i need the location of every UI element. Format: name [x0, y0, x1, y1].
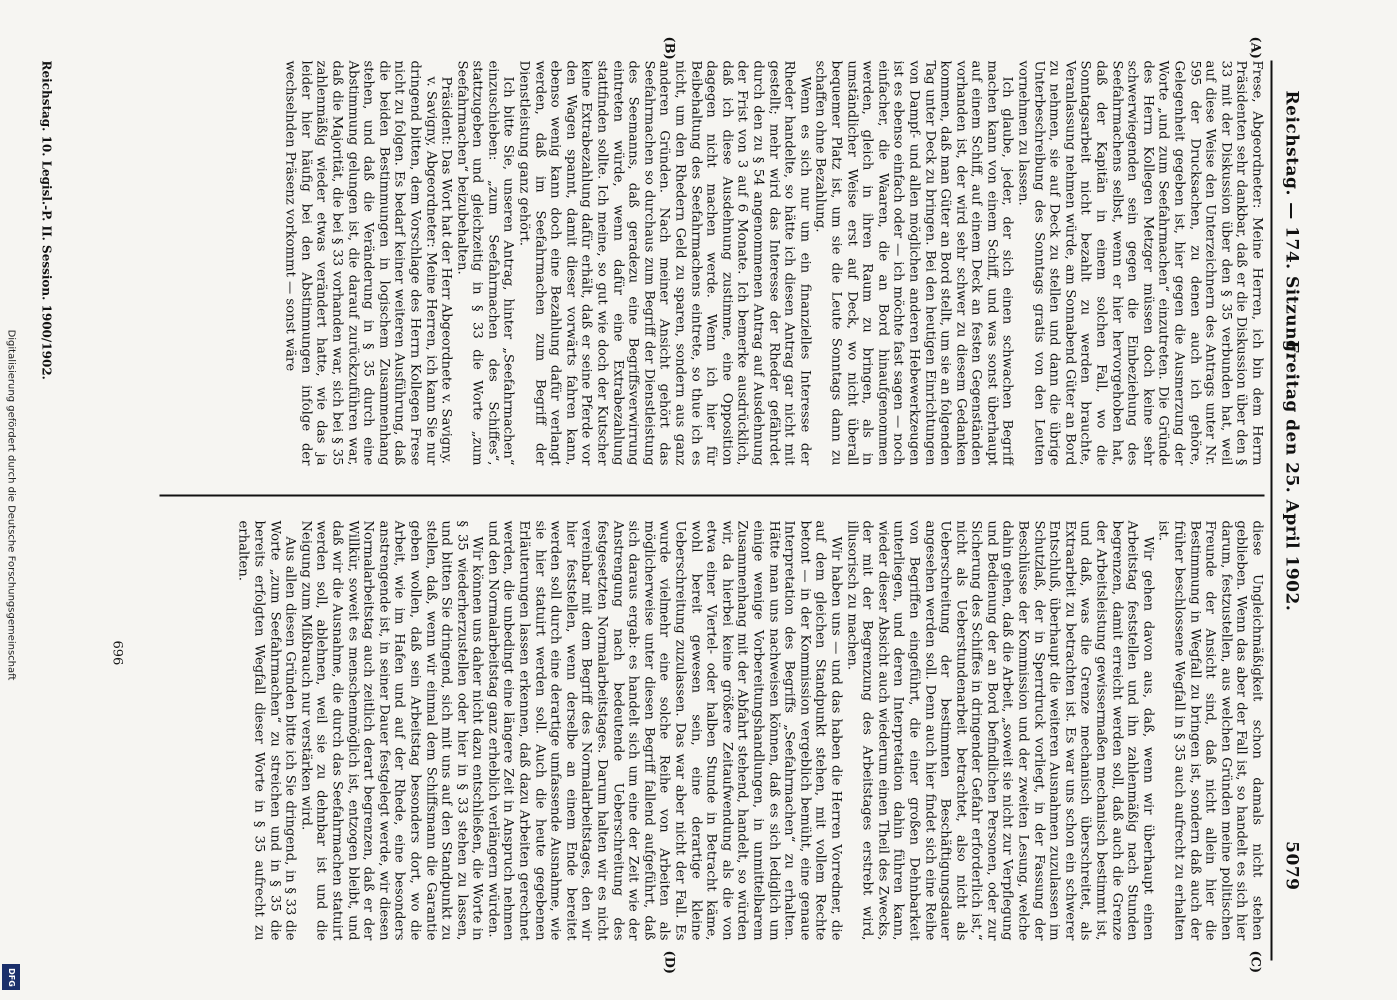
funding-text: Digitalisierung gefördert durch die Deutsche Forschungsgemeinschaft: [5, 329, 17, 681]
column-divider: [160, 495, 1265, 497]
margin-marker-d: (D): [661, 950, 677, 975]
rotated-page-content: [0, 1, 1397, 1001]
column-left: [60, 61, 1265, 466]
paragraph: Wir können uns daher nicht dazu entschließen, die Worte in § 35 wiederherzustellen oder hier in § 33 stehen zu lassen, und bitten Sie dringend, sich mit uns auf den Standpunkt zu stellen, daß, wenn wir einmal dem Schiffsmann die Garantie geben wollen, daß sein Arbeitstag besonders dort, wo die Arbeit, wie im Hafen und auf der Rhede, eine besonders anstrengende ist, in seiner Dauer festgelegt werde, wir diesen Normalarbeitstag auch zeitlich derart begrenzen, daß er der Willkür, soweit es menschenmöglich ist, entzogen bleibt, und daß wir die Ausnahme, die durch das Seefahrmachen statuirt werden soll, ablehnen, weil sie zu dehnbar ist und die Neigung zum Mißbrauch nur verstärken wird.: [298, 520, 485, 941]
margin-marker-a: (A): [1247, 36, 1263, 59]
paragraph: v. Savigny, Abgeordneter: Meine Herren, ich kann Sie nur dringend bitten, dem Vorschlage des Herrn Kollegen Frese nicht zu folgen. Es bedarf keiner weiteren Ausführung, daß die beiden Bestimmungen in logischem Zusammenhang stehen, und daß die Veränderung in § 35 durch eine Abstimmung gelungen ist, die darauf zurückzuführen war, daß die Majorität, die bei § 33 vorhanden war, sich bei § 35 zahlenmäßig wieder etwas verändert hatte, wie das ja leider hier häufig bei den Abstimmungen infolge der wechselnden Präsenz vorkommt — sonst wäre: [282, 60, 439, 466]
margin-marker-b: (B): [661, 36, 677, 60]
paragraph: Frese, Abgeordneter: Meine Herren, ich bin dem Herrn Präsidenten sehr dankbar, daß er die Diskussion über den § 33 mit der Diskussion über den § 35 verbunden hat, weil auf diese Weise den Unterzeichnern des Antrags unter Nr. 595 der Drucksachen, zu denen auch ich gehöre, Gelegenheit gegeben ist, hier gegen die Ausmerzung der Worte „und zum Seefahrmachen“ einzutreten. Die Gründe des Herrn Kollegen Metzger müssen doch keine sehr schwerwiegenden sein gegen die Einbeziehung des Seefahrmachens selbst, wenn er hier hervorgehoben hat, daß der Kapitän in einem solchen Fall, wo die Sonntagsarbeit nicht bezahlt zu werden brauchte, Veranlassung nehmen würde, am Sonnabend Güter an Bord zu nehmen, sie auf Deck zu stellen und dann die übrige Unterbeschreibung des Sonntags gratis von den Leuten vornehmen zu lassen.: [1015, 60, 1265, 466]
header-page-number: 5079: [1281, 841, 1302, 891]
dfg-logo-icon: [2, 964, 20, 990]
paragraph: Wenn es sich nur um ein finanzielles Interesse der Rheder handelte, so hätte ich diesen Antrag gar nicht mit gestellt; mehr wird das Interesse der Rheder gefährdet durch den zu § 54 angenommenen Antrag auf Ausdehnung der Frist von 3 auf 6 Monate. Ich bemerke ausdrücklich, daß ich diese Ausdehnung zustimme, eine Opposition dagegen nicht machen werde. Wenn ich hier für Beibehaltung des Seefahrmachens eintrete, so thue ich es nicht, um den Rhedern Geld zu sparen, sondern aus ganz anderen Gründen. Nach meiner Ansicht gehört das Seefahrmachen so durchaus zum Begriff der Dienstleistung des Seemanns, daß geradezu eine Begriffsverwirrung eintreten würde, wenn dafür eine Extrabezahlung stattfinden sollte. Ich meine, so gut wie doch der Kutscher keine Extrabezahlung dafür erhält, daß er seine Pferde vor den Wagen spannt, damit dieser vorwärts fahren kann, ebenso wenig kann doch eine Bezahlung dafür verlangt werden, daß im Seefahrmachen zum Begriff der Dienstleistung ganz gehört.: [516, 60, 813, 466]
footer-page-number: 696: [109, 640, 125, 666]
paragraph: Präsident: Das Wort hat der Herr Abgeordnete v. Savigny.: [438, 76, 454, 464]
header-rule: [1271, 61, 1273, 961]
funding-sidebar: [4, 40, 18, 970]
header-center: Freitag den 25. April 1902.: [1281, 340, 1302, 612]
footer-session-info: Reichstag. 10. Legisl.-P. II. Session. 1900/1902.: [39, 60, 54, 380]
column-right: [60, 521, 1265, 941]
paragraph: Wir gehen davon aus, daß, wenn wir überhaupt einen Arbeitstag feststellen und ihn zahlenmäßig nach Stunden begrenzen, damit erreicht werden soll, daß auch die Grenze der Arbeitsleistung gewissermaßen mechanisch bestimmt ist, und daß, was die Grenze mechanisch überschreitet, als Extraarbeit zu betrachten ist. Es war uns schon ein schwerer Entschluß, überhaupt die weiteren Ausnahmen zuzulassen im Schutzlaß, der in Sperrdruck vorliegt, in der Fassung der Beschlüsse der Kommission und der zweiten Lesung, welche dahin gehen, daß die Arbeit, „soweit sie nicht zur Verpflegung und Bedienung der an Bord befindlichen Personen, oder zur Sicherung des Schiffes in dringender Gefahr erforderlich ist,“ nicht als Ueberstundenarbeit betrachtet, also nicht als Ueberschreitung der bestimmten Beschäftigungsdauer angesehen werden soll. Denn auch hier findet sich eine Reihe von Begriffen eingeführt, die einer großen Dehnbarkeit unterliegen, und deren Interpretation dahin führen kann, wieder dieser Absicht auch wiederum einen Theil des Zwecks, der mit der Begrenzung des Arbeitstages erstrebt wird, illusorisch zu machen.: [844, 520, 1156, 941]
paragraph: Aus allen diesen Gründen bitte ich Sie dringend, in § 33 die Worte „zum Seefahrmachen“ zu streichen und in § 35 die bereits erfolgten Wegfall dieser Worte in § 35 aufrecht zu erhalten.: [235, 520, 298, 941]
dfg-logo-text: DFG: [6, 967, 16, 987]
paragraph: Ich bitte Sie, unseren Antrag, hinter „Seefahrmachen“ einzuschieben: „zum Seefahrmachen des Schiffes“, stattzugeben und gleichzeitig in § 33 die Worte „zum Seefahrmachen“ beizubehalten.: [454, 60, 516, 466]
page-header: [1275, 1, 1309, 1001]
margin-marker-c: (C): [1247, 950, 1263, 974]
paragraph: Ich glaube, jeder, der sich einen schwachen Begriff machen kann von einem Schiff, und was sonst überhaupt auf einem Schiff, auf einem Deck an festen Gegenständen vorhanden ist, der wird sehr schwer zu diesem Gedanken kommen, daß man Güter an Bord stellt, um sie an folgenden Tag unter Deck zu bringen. Bei den heutigen Einrichtungen von Dampf- und allen möglichen anderen Hebewerkzeugen ist es ebenso einfach oder — ich möchte fast sagen — noch einfacher, die Waaren, die an Bord hinaufgenommen werden, gleich in ihren Raum zu bringen, als in umständlicher Weise erst auf Deck, wo nicht überall bequemer Platz ist, um sie die Leute Sonntags dann zu schaffen ohne Bezahlung.: [812, 60, 1015, 466]
paragraph: Wir haben uns — und das haben die Herren Vorredner, die auf dem gleichen Standpunkt stehen, mit vollem Rechte betont — in der Kommission vergeblich bemüht, eine genaue Interpretation des Begriffs „Seefahrmachen“ zu erhalten. Hätte man uns nachweisen können, daß es sich lediglich um einige wenige Vorbereitungshandlungen, in unmittelbarem Zusammenhang mit der Abfahrt stehend, handelt, so würden wir, da hierbei keine größere Zeitaufwendung als die von etwa einer Viertel- oder halben Stunde in Betracht käme, wohl bereit gewesen sein, eine derartige kleine Ueberschreitung zuzulassen. Das war aber nicht der Fall. Es wurde vielmehr eine solche Reihe von Arbeiten als möglicherweise unter diesen Begriff fallend aufgeführt, daß sich daraus ergab: es handelt sich um eine der Zeit wie der Anstrengung nach bedeutende Ueberschreitung des festgesetzten Normalarbeitstages. Darum halten wir es nicht vereinbar mit dem Begriff des Normalarbeitstages, den wir hier feststellen, wenn derselbe an einem Ende bereitet werden soll durch eine derartige umfassende Ausnahme, wie sie hier statuirt werden soll. Auch die heute gegebenen Erläuterungen lassen erkennen, daß dazu Arbeiten gerechnet werden, die unbedingt eine längere Zeit in Anspruch nehmen und den Normalarbeitstag ganz erheblich verlängern würden.: [485, 520, 844, 941]
header-left: Reichstag. — 174. Sitzung.: [1281, 90, 1302, 359]
paragraph: diese Ungleichmäßigkeit schon damals nicht stehen geblieben. Wenn das aber der Fall ist, so handelt es sich hier darum, festzustellen, aus welchen Gründen meine politischen Freunde der Ansicht sind, daß nicht allein hier die Bestimmung in Wegfall zu bringen ist, sondern daß auch der früher beschlossene Wegfall in § 35 auch aufrecht zu erhalten ist.: [1155, 520, 1265, 941]
